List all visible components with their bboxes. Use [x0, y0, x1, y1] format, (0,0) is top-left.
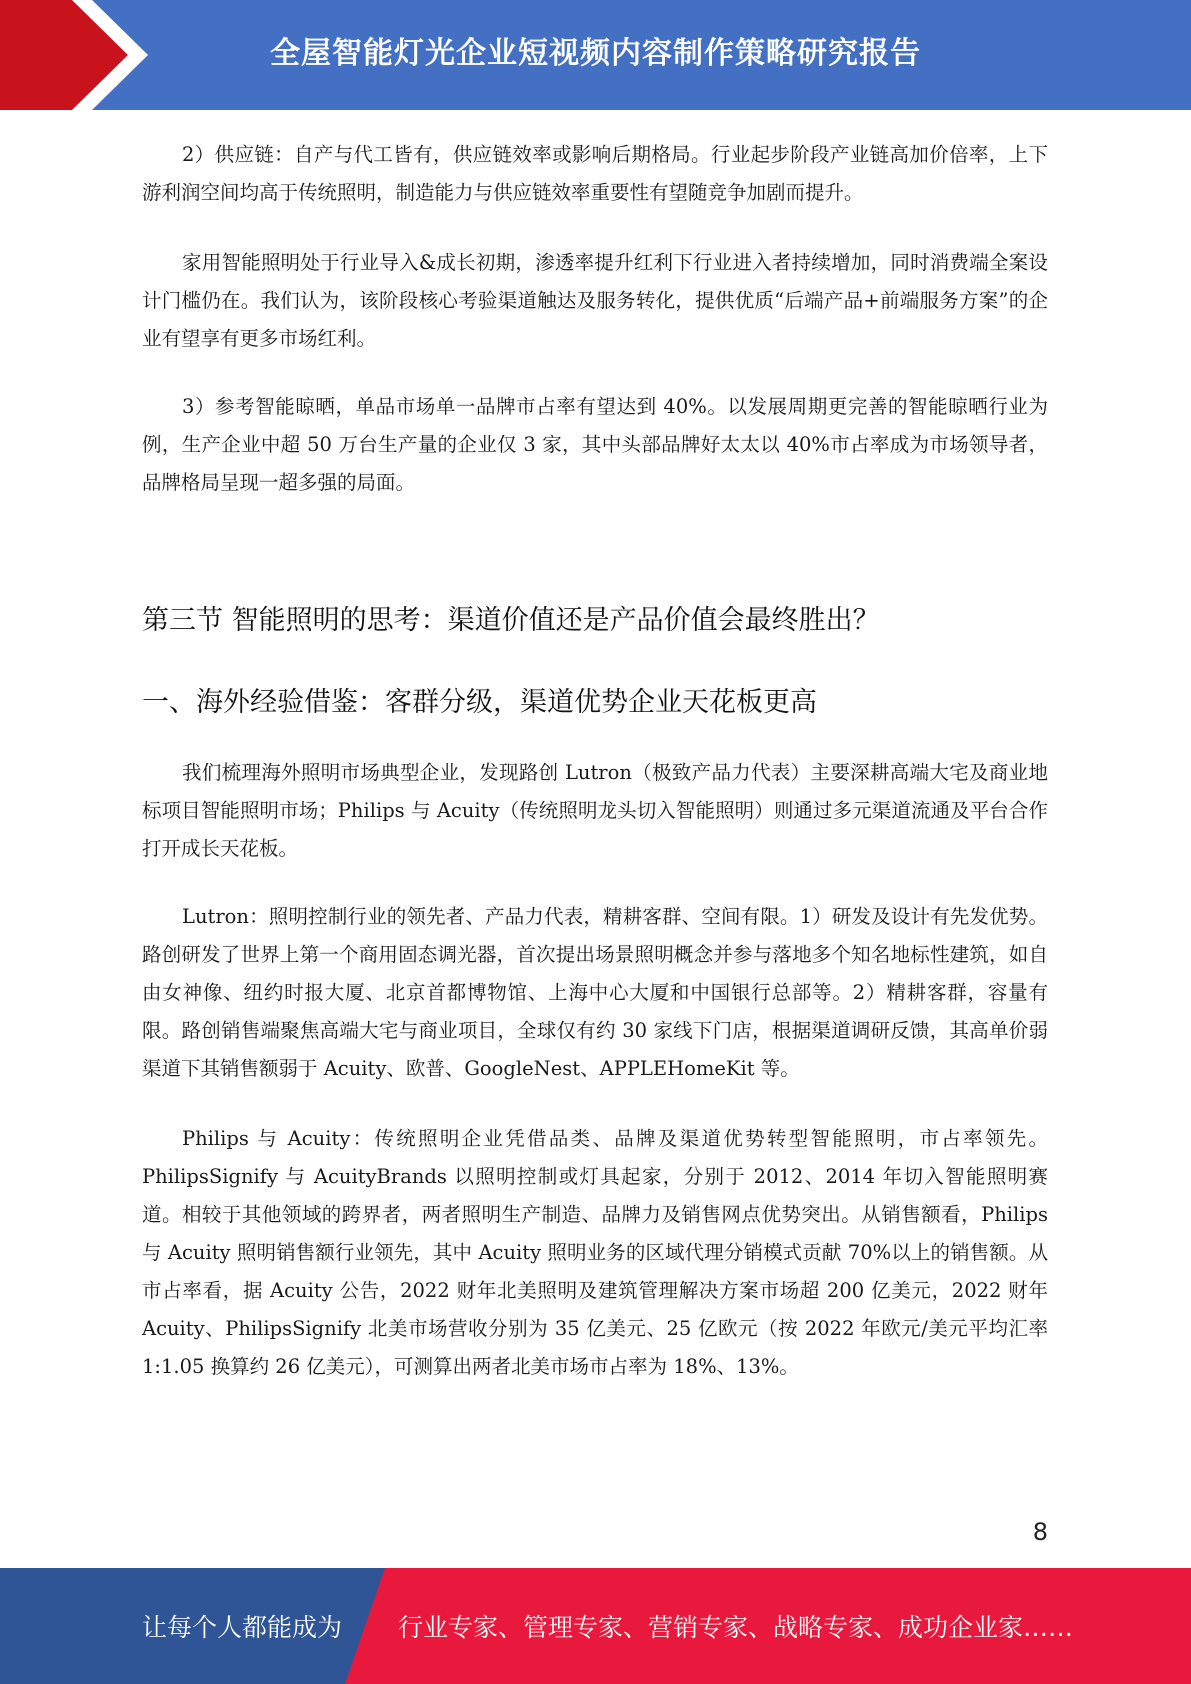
footer-slogan-right: 行业专家、管理专家、营销专家、战略专家、成功企业家…… — [398, 1613, 1074, 1642]
footer-banner — [0, 1568, 1191, 1684]
document-title: 全屋智能灯光企业短视频内容制作策略研究报告 — [270, 36, 921, 71]
footer-slogan-left: 让每个人都能成为 — [142, 1613, 343, 1642]
section-heading: 第三节 智能照明的思考：渠道价值还是产品价值会最终胜出？ — [142, 605, 880, 636]
header-banner — [0, 0, 1191, 110]
paragraph-philips-acuity: Philips 与 Acuity：传统照明企业凭借品类、品牌及渠道优势转型智能照明，市占率领先。PhilipsSignify 与 AcuityBrands 以照明控制或灯具起家，分别于 2012、2014 年切入智能照明赛道。相较于其他领域的跨界者，两者照明生产制造、品牌力及销售网点优势突出。从销售额看，Philips 与 Acuity 照明销售额行业领先，其中 Acuity 照明业务的区域代理分销模式贡献 70%以上的销售额。从市占率看，据 Acuity 公告，2022 财年北美照明及建筑管理解决方案市场超 200 亿美元，2022 财年 Acuity、PhilipsSignify 北美市场营收分别为 35 亿美元、25 亿欧元（按 2022 年欧元/美元平均汇率 1:1.05 换算约 26 亿美元），可测算出两者北美市场市占率为 18%、13%。 — [142, 1127, 1048, 1378]
paragraph-overseas-overview: 我们梳理海外照明市场典型企业，发现路创 Lutron（极致产品力代表）主要深耕高端大宅及商业地标项目智能照明市场；Philips 与 Acuity（传统照明龙头切入智能照明）则通过多元渠道流通及平台合作打开成长天花板。 — [142, 761, 1048, 860]
subsection-heading: 一、海外经验借鉴：客群分级，渠道优势企业天花板更高 — [142, 687, 817, 718]
paragraph-lutron: Lutron：照明控制行业的领先者、产品力代表，精耕客群、空间有限。1）研发及设计有先发优势。路创研发了世界上第一个商用固态调光器，首次提出场景照明概念并参与落地多个知名地标性建筑，如自由女神像、纽约时报大厦、北京首都博物馆、上海中心大厦和中国银行总部等。2）精耕客群，容量有限。路创销售端聚焦高端大宅与商业项目，全球仅有约 30 家线下门店，根据渠道调研反馈，其高单价弱渠道下其销售额弱于 Acuity、欧普、GoogleNest、APPLEHomeKit 等。 — [142, 905, 1048, 1080]
paragraph-home-lighting: 家用智能照明处于行业导入&成长初期，渗透率提升红利下行业进入者持续增加，同时消费端全案设计门槛仍在。我们认为，该阶段核心考验渠道触达及服务转化，提供优质“后端产品+前端服务方案”的企业有望享有更多市场红利。 — [142, 251, 1048, 350]
paragraph-smart-drying: 3）参考智能晾晒，单品市场单一品牌市占率有望达到 40%。以发展周期更完善的智能晾晒行业为例，生产企业中超 50 万台生产量的企业仅 3 家，其中头部品牌好太太以 40%市占率成为市场领导者，品牌格局呈现一超多强的局面。 — [142, 395, 1048, 494]
page-number: 8 — [1032, 1518, 1048, 1546]
paragraph-supply-chain: 2）供应链：自产与代工皆有，供应链效率或影响后期格局。行业起步阶段产业链高加价倍率，上下游利润空间均高于传统照明，制造能力与供应链效率重要性有望随竞争加剧而提升。 — [142, 143, 1048, 204]
